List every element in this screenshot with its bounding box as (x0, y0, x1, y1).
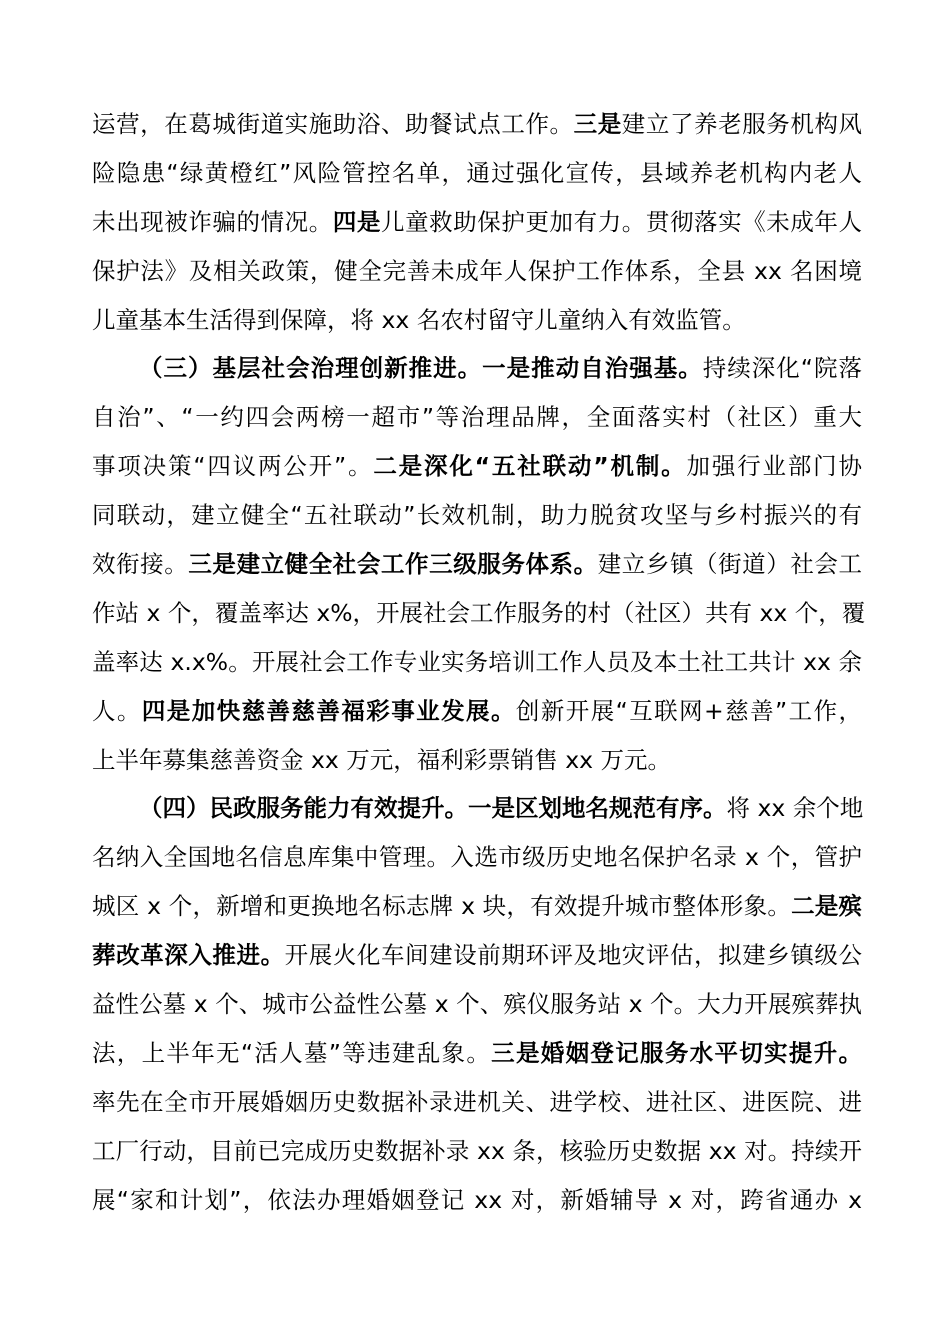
body-text: 儿童救助保护更加有力。贯彻落实《未成年人 (380, 207, 863, 236)
body-text: 开展火化车间建设前期环评及地灾评估，拟建乡镇级公 (284, 941, 863, 970)
text-line (92, 198, 862, 247)
bold-text: 三是建立健全社会工作三级服务体系。 (188, 550, 598, 579)
body-text: 将 xx 余个地 (726, 794, 864, 823)
paragraph-heading-line (92, 344, 862, 393)
bold-text: 三是 (573, 110, 622, 138)
body-text: 运营，在葛城街道实施助浴、助餐试点工作。 (92, 110, 574, 138)
bold-text: （三）基层社会治理创新推进。一是推动自治强基。 (139, 354, 703, 383)
text-line (92, 491, 862, 540)
text-line (92, 393, 862, 442)
body-text: 名纳入全国地名信息库集中管理。入选市级历史地名保护名录 x 个，管护 (92, 843, 862, 872)
paragraph-heading-line (92, 784, 862, 833)
text-line (92, 931, 862, 980)
text-line (92, 442, 862, 491)
body-text: 保护法》及相关政策，健全完善未成年人保护工作体系，全县 xx 名困境 (92, 256, 862, 285)
bold-text: （四）民政服务能力有效提升。一是区划地名规范有序。 (139, 794, 727, 823)
body-text: 盖率达 x.x%。开展社会工作专业实务培训工作人员及本土社工共计 xx 余 (92, 647, 862, 676)
body-text: 创新开展“互联网+慈善”工作， (515, 696, 863, 725)
text-line (92, 833, 862, 882)
body-text: 建立了养老服务机构风 (621, 110, 863, 138)
body-text: 上半年募集慈善资金 xx 万元，福利彩票销售 xx 万元。 (92, 745, 672, 774)
body-text: 同联动，建立健全“五社联动”长效机制，助力脱贫攻坚与乡村振兴的有 (92, 501, 862, 530)
body-text: 益性公墓 x 个、城市公益性公墓 x 个、殡仪服务站 x 个。大力开展殡葬执 (92, 990, 862, 1019)
body-text: 率先在全市开展婚姻历史数据补录进机关、进学校、进社区、进医院、进 (92, 1087, 862, 1116)
bold-text: 二是深化“五社联动”机制。 (373, 452, 687, 481)
document-page (92, 100, 866, 1224)
bold-text: 四是加快慈善慈善福彩事业发展。 (141, 696, 516, 725)
body-text: 自治”、“一约四会两榜一超市”等治理品牌，全面落实村（社区）重大 (92, 403, 862, 432)
body-text: 加强行业部门协 (686, 452, 863, 481)
bold-text: 二是殡 (791, 892, 863, 921)
text-line (92, 882, 862, 931)
body-text: 险隐患“绿黄橙红”风险管控名单，通过强化宣传，县域养老机构内老人 (92, 158, 862, 187)
bold-text: 四是 (332, 207, 381, 236)
body-text: 效衔接。 (92, 550, 189, 579)
body-text: 法，上半年无“活人墓”等违建乱象。 (92, 1038, 492, 1067)
text-line (92, 1029, 862, 1078)
text-line (92, 149, 862, 198)
text-line (92, 1127, 862, 1176)
body-text: 儿童基本生活得到保障，将 xx 名农村留守儿童纳入有效监管。 (92, 305, 746, 334)
text-line (92, 638, 862, 687)
body-text: 事项决策“四议两公开”。 (92, 452, 374, 481)
body-text: 未出现被诈骗的情况。 (92, 207, 333, 236)
text-line (92, 589, 866, 638)
text-line (92, 1176, 862, 1225)
text-line (92, 687, 862, 736)
text-line (92, 736, 862, 785)
text-line (92, 1078, 862, 1127)
body-text: 人。 (92, 696, 142, 725)
body-text: 持续深化“院落 (702, 354, 862, 383)
body-text: 建立乡镇（街道）社会工 (597, 550, 863, 579)
text-line (92, 540, 862, 589)
body-text: 展“家和计划”，依法办理婚姻登记 xx 对，新婚辅导 x 对，跨省通办 x (92, 1185, 862, 1214)
text-line (92, 296, 862, 345)
body-text: 作站 x 个，覆盖率达 x%，开展社会工作服务的村（社区）共有 xx 个，覆 (92, 598, 866, 627)
bold-text: 三是婚姻登记服务水平切实提升。 (491, 1038, 862, 1067)
bold-text: 葬改革深入推进。 (92, 941, 285, 970)
text-line (92, 247, 862, 296)
body-text: 城区 x 个，新增和更换地名标志牌 x 块，有效提升城市整体形象。 (92, 892, 792, 921)
text-line (92, 980, 862, 1029)
body-text: 工厂行动，目前已完成历史数据补录 xx 条，核验历史数据 xx 对。持续开 (92, 1136, 862, 1165)
text-line (92, 100, 862, 149)
